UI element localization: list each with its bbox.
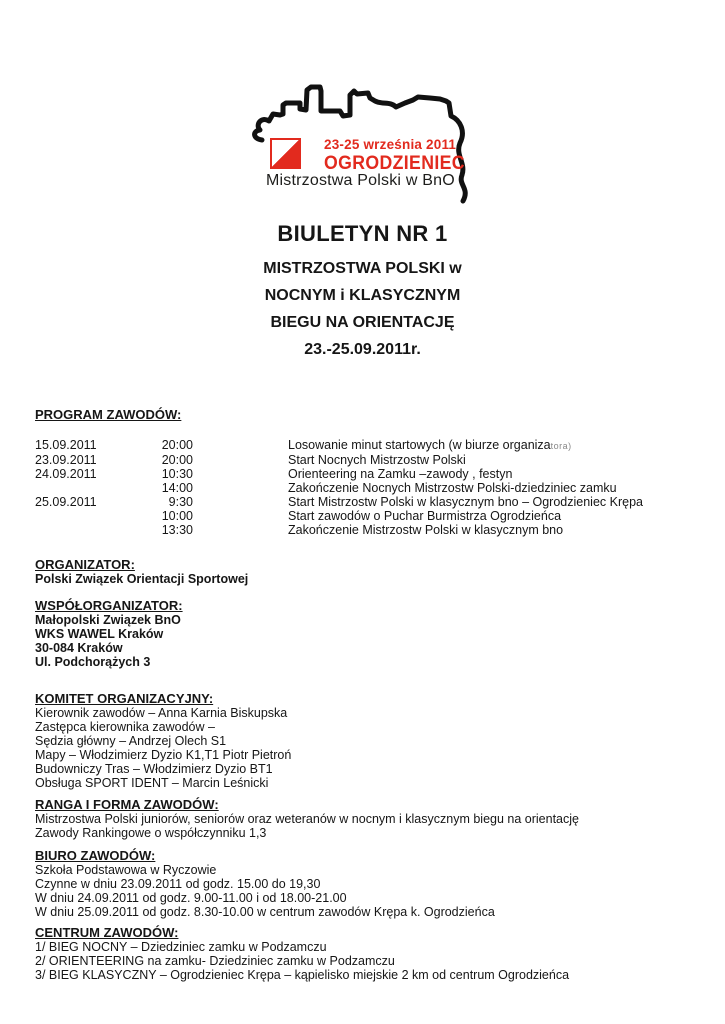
ranga-lines bbox=[35, 812, 713, 840]
centrum-line: 1/ BIEG NOCNY – Dziedziniec zamku w Podzamczu bbox=[35, 940, 327, 954]
komitet-line: Obsługa SPORT IDENT – Marcin Leśnicki bbox=[35, 776, 269, 790]
program-desc: Start Nocnych Mistrzostw Polski bbox=[288, 453, 466, 467]
event-subtitle-line: 23.-25.09.2011r. bbox=[304, 341, 421, 358]
section-biuro bbox=[0, 849, 725, 919]
section-heading-organizator: ORGANIZATOR: bbox=[35, 557, 135, 572]
biuro-line: Szkoła Podstawowa w Ryczowie bbox=[35, 863, 217, 877]
logo-place: OGRODZIENIEC bbox=[324, 153, 465, 174]
program-row bbox=[35, 438, 713, 453]
program-time: 10:00 bbox=[161, 509, 193, 523]
komitet-line: Mapy – Włodzimierz Dyzio K1,T1 Piotr Pietroń bbox=[35, 748, 292, 762]
program-date bbox=[35, 523, 160, 537]
section-ranga bbox=[0, 798, 725, 840]
event-subtitle bbox=[0, 255, 725, 363]
wspolorganizator-line: WKS WAWEL Kraków bbox=[35, 627, 164, 641]
ranga-line: Zawody Rankingowe o współczynniku 1,3 bbox=[35, 826, 267, 840]
event-subtitle-line: BIEGU NA ORIENTACJĘ bbox=[270, 314, 455, 331]
bulletin-title: BIULETYN NR 1 bbox=[277, 221, 448, 246]
program-desc: Orienteering na Zamku –zawody , festyn bbox=[288, 467, 513, 481]
program-time: 13:30 bbox=[161, 523, 193, 537]
program-desc: Start Mistrzostw Polski w klasycznym bno – Ogrodzieniec Krępa bbox=[288, 495, 643, 509]
program-desc: Losowanie minut startowych (w biurze organizatora) bbox=[288, 438, 572, 452]
program-time: 9:30 bbox=[168, 495, 193, 509]
wspolorganizator-lines bbox=[35, 613, 713, 669]
section-heading-biuro: BIURO ZAWODÓW: bbox=[35, 848, 156, 863]
komitet-line: Budowniczy Tras – Włodzimierz Dyzio BT1 bbox=[35, 762, 273, 776]
program-desc: Zakończenie Mistrzostw Polski w klasycznym bno bbox=[288, 523, 564, 537]
biuro-line: W dniu 24.09.2011 od godz. 9.00-11.00 i od 18.00-21.00 bbox=[35, 891, 347, 905]
program-row bbox=[35, 509, 713, 523]
logo-dates: 23-25 września 2011 bbox=[324, 137, 457, 152]
biuro-lines bbox=[35, 863, 713, 919]
program-time: 14:00 bbox=[161, 481, 193, 495]
program-date: 25.09.2011 bbox=[35, 495, 97, 509]
wspolorganizator-line: Ul. Podchorążych 3 bbox=[35, 655, 151, 669]
biuro-line: Czynne w dniu 23.09.2011 od godz. 15.00 do 19,30 bbox=[35, 877, 321, 891]
section-organizator bbox=[0, 558, 725, 586]
centrum-line: 3/ BIEG KLASYCZNY – Ogrodzieniec Krępa – kąpielisko miejskie 2 km od centrum Ogrodzieńca bbox=[35, 968, 570, 982]
logo-text bbox=[324, 137, 476, 175]
program-row bbox=[35, 467, 713, 481]
centrum-lines bbox=[35, 940, 713, 982]
program-row bbox=[35, 495, 713, 509]
program-date bbox=[35, 481, 160, 495]
program-row bbox=[35, 481, 713, 495]
komitet-line: Zastępca kierownika zawodów – bbox=[35, 720, 215, 734]
program-time: 10:30 bbox=[161, 467, 193, 481]
biuro-line: W dniu 25.09.2011 od godz. 8.30-10.00 w centrum zawodów Krępa k. Ogrodzieńca bbox=[35, 905, 495, 919]
section-heading-wspolorganizator: WSPÓŁORGANIZATOR: bbox=[35, 598, 183, 613]
wspolorganizator-line: 30-084 Kraków bbox=[35, 641, 123, 655]
section-wspolorganizator bbox=[0, 599, 725, 669]
program-table bbox=[35, 438, 713, 537]
komitet-line: Kierownik zawodów – Anna Karnia Biskupska bbox=[35, 706, 288, 720]
program-date: 23.09.2011 bbox=[35, 453, 97, 467]
section-centrum bbox=[0, 926, 725, 982]
section-heading-komitet: KOMITET ORGANIZACYJNY: bbox=[35, 691, 214, 706]
program-desc: Zakończenie Nocnych Mistrzostw Polski-dziedziniec zamku bbox=[288, 481, 617, 495]
orienteering-flag-icon bbox=[270, 138, 301, 169]
logo-subtitle: Mistrzostwa Polski w BnO bbox=[266, 172, 455, 189]
program-time: 20:00 bbox=[161, 453, 193, 467]
organizator-lines bbox=[35, 572, 713, 586]
event-subtitle-line: NOCNYM i KLASYCZNYM bbox=[264, 287, 461, 304]
wspolorganizator-line: Małopolski Związek BnO bbox=[35, 613, 181, 627]
komitet-line: Sędzia główny – Andrzej Olech S1 bbox=[35, 734, 227, 748]
program-row bbox=[35, 523, 713, 537]
section-heading-ranga: RANGA I FORMA ZAWODÓW: bbox=[35, 797, 219, 812]
program-desc-faded: tora) bbox=[550, 441, 572, 451]
organizator-line: Polski Związek Orientacji Sportowej bbox=[35, 572, 249, 586]
program-desc: Start zawodów o Puchar Burmistrza Ogrodzieńca bbox=[288, 509, 562, 523]
komitet-lines bbox=[35, 706, 713, 790]
section-heading-program: PROGRAM ZAWODÓW: bbox=[35, 407, 182, 422]
program-time: 20:00 bbox=[161, 438, 193, 452]
ranga-line: Mistrzostwa Polski juniorów, seniorów oraz weteranów w nocnym i klasycznym biegu na orientację bbox=[35, 812, 579, 826]
section-komitet bbox=[0, 692, 725, 790]
event-subtitle-line: MISTRZOSTWA POLSKI w bbox=[263, 260, 462, 277]
program-date: 24.09.2011 bbox=[35, 467, 97, 481]
program-date: 15.09.2011 bbox=[35, 438, 97, 452]
section-program bbox=[0, 408, 725, 537]
event-logo bbox=[250, 83, 480, 205]
program-row bbox=[35, 453, 713, 467]
centrum-line: 2/ ORIENTEERING na zamku- Dziedziniec zamku w Podzamczu bbox=[35, 954, 395, 968]
section-heading-centrum: CENTRUM ZAWODÓW: bbox=[35, 925, 179, 940]
program-date bbox=[35, 509, 160, 523]
